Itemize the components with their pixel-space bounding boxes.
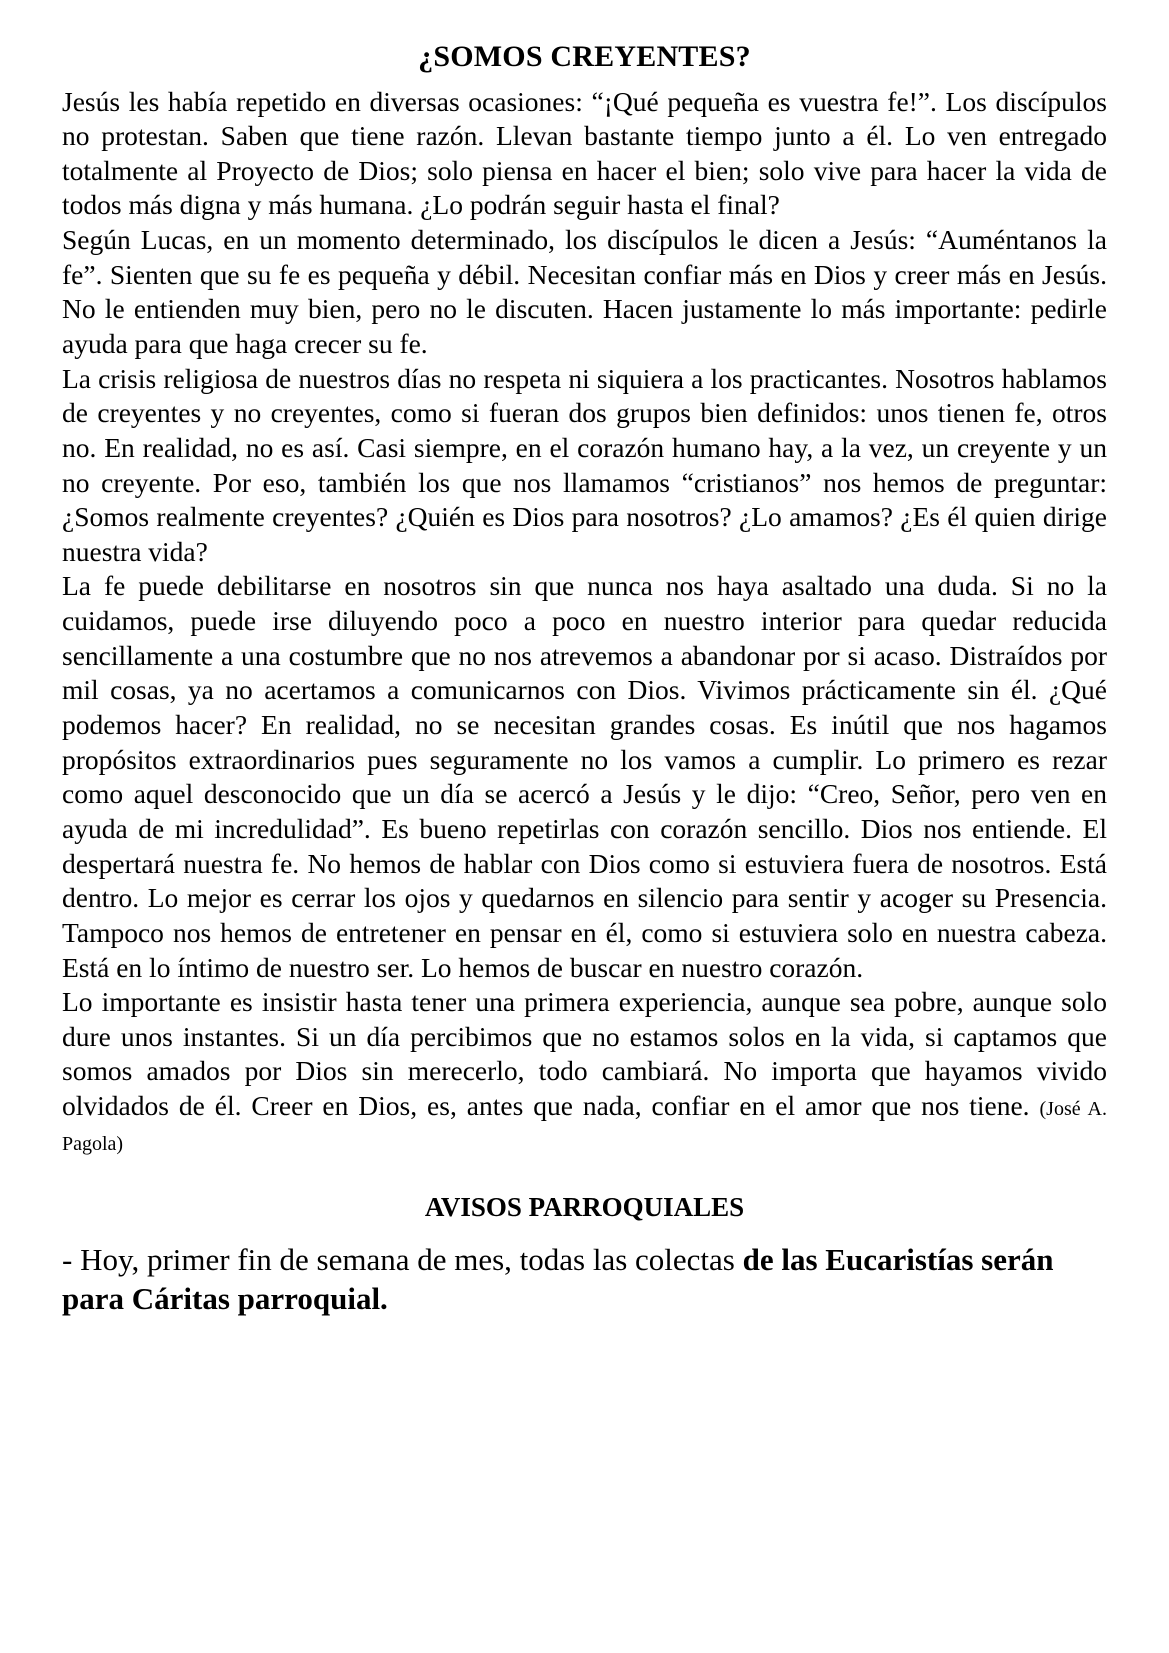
article-body — [62, 85, 1107, 1159]
notice-item — [62, 1241, 1107, 1319]
paragraph-4: La fe puede debilitarse en nosotros sin que nunca nos haya asaltado una duda. Si no la cuidamos, puede irse diluyendo poco a poco en nuestro interior para quedar reducida sencillamente a una costumbre que no nos atrevemos a abandonar por si acaso. Distraídos por mil cosas, ya no acertamos a comunicarnos con Dios. Vivimos prácticamente sin él. ¿Qué podemos hacer? En realidad, no se necesitan grandes cosas. Es inútil que nos hagamos propósitos extraordinarios pues seguramente no los vamos a cumplir. Lo primero es rezar como aquel desconocido que un día se acercó a Jesús y le dijo: “Creo, Señor, pero ven en ayuda de mi incredulidad”. Es bueno repetirlas con corazón sencillo. Dios nos entiende. El despertará nuestra fe. No hemos de hablar con Dios como si estuviera fuera de nosotros. Está dentro. Lo mejor es cerrar los ojos y quedarnos en silencio para sentir y acoger su Presencia. Tampoco nos hemos de entretener en pensar en él, como si estuviera solo en nuestra cabeza. Está en lo íntimo de nuestro ser. Lo hemos de buscar en nuestro corazón. — [62, 570, 1107, 983]
notice-item-emphasis: de las Eucaristías serán para Cáritas parroquial. — [62, 1242, 1054, 1317]
author-credit: (José A. Pagola) — [62, 1098, 1107, 1155]
paragraph-5-text: Lo importante es insistir hasta tener una primera experiencia, aunque sea pobre, aunque solo dure unos instantes. Si un día percibimos que no estamos solos en la vida, si captamos que somos amados por Dios sin merecerlo, todo cambiará. No importa que hayamos vivido olvidados de él. Creer en Dios, es, antes que nada, confiar en el amor que nos tiene. — [62, 986, 1107, 1122]
notices-heading: AVISOS PARROQUIALES — [424, 1192, 745, 1223]
paragraph-5 — [62, 985, 1107, 1158]
paragraph-2: Según Lucas, en un momento determinado, los discípulos le dicen a Jesús: “Auméntanos la fe”. Sienten que su fe es pequeña y débil. Necesitan confiar más en Dios y creer más en Jesús. No le entienden muy bien, pero no le discuten. Hacen justamente lo más importante: pedirle ayuda para que haga crecer su fe. — [62, 224, 1107, 359]
paragraph-3: La crisis religiosa de nuestros días no respeta ni siquiera a los practicantes. Nosotros hablamos de creyentes y no creyentes, como si fueran dos grupos bien definidos: unos tienen fe, otros no. En realidad, no es así. Casi siempre, en el corazón humano hay, a la vez, un creyente y un no creyente. Por eso, también los que nos llamamos “cristianos” nos hemos de preguntar: ¿Somos realmente creyentes? ¿Quién es Dios para nosotros? ¿Lo amamos? ¿Es él quien dirige nuestra vida? — [62, 362, 1107, 567]
page-title: ¿SOMOS CREYENTES? — [418, 40, 751, 73]
notice-item-text: - Hoy, primer fin de semana de mes, todas las colectas — [62, 1242, 743, 1278]
paragraph-1: Jesús les había repetido en diversas ocasiones: “¡Qué pequeña es vuestra fe!”. Los discípulos no protestan. Saben que tiene razón. Llevan bastante tiempo junto a él. Lo ven entregado totalmente al Proyecto de Dios; solo piensa en hacer el bien; solo vive para hacer la vida de todos más digna y más humana. ¿Lo podrán seguir hasta el final? — [62, 85, 1107, 221]
